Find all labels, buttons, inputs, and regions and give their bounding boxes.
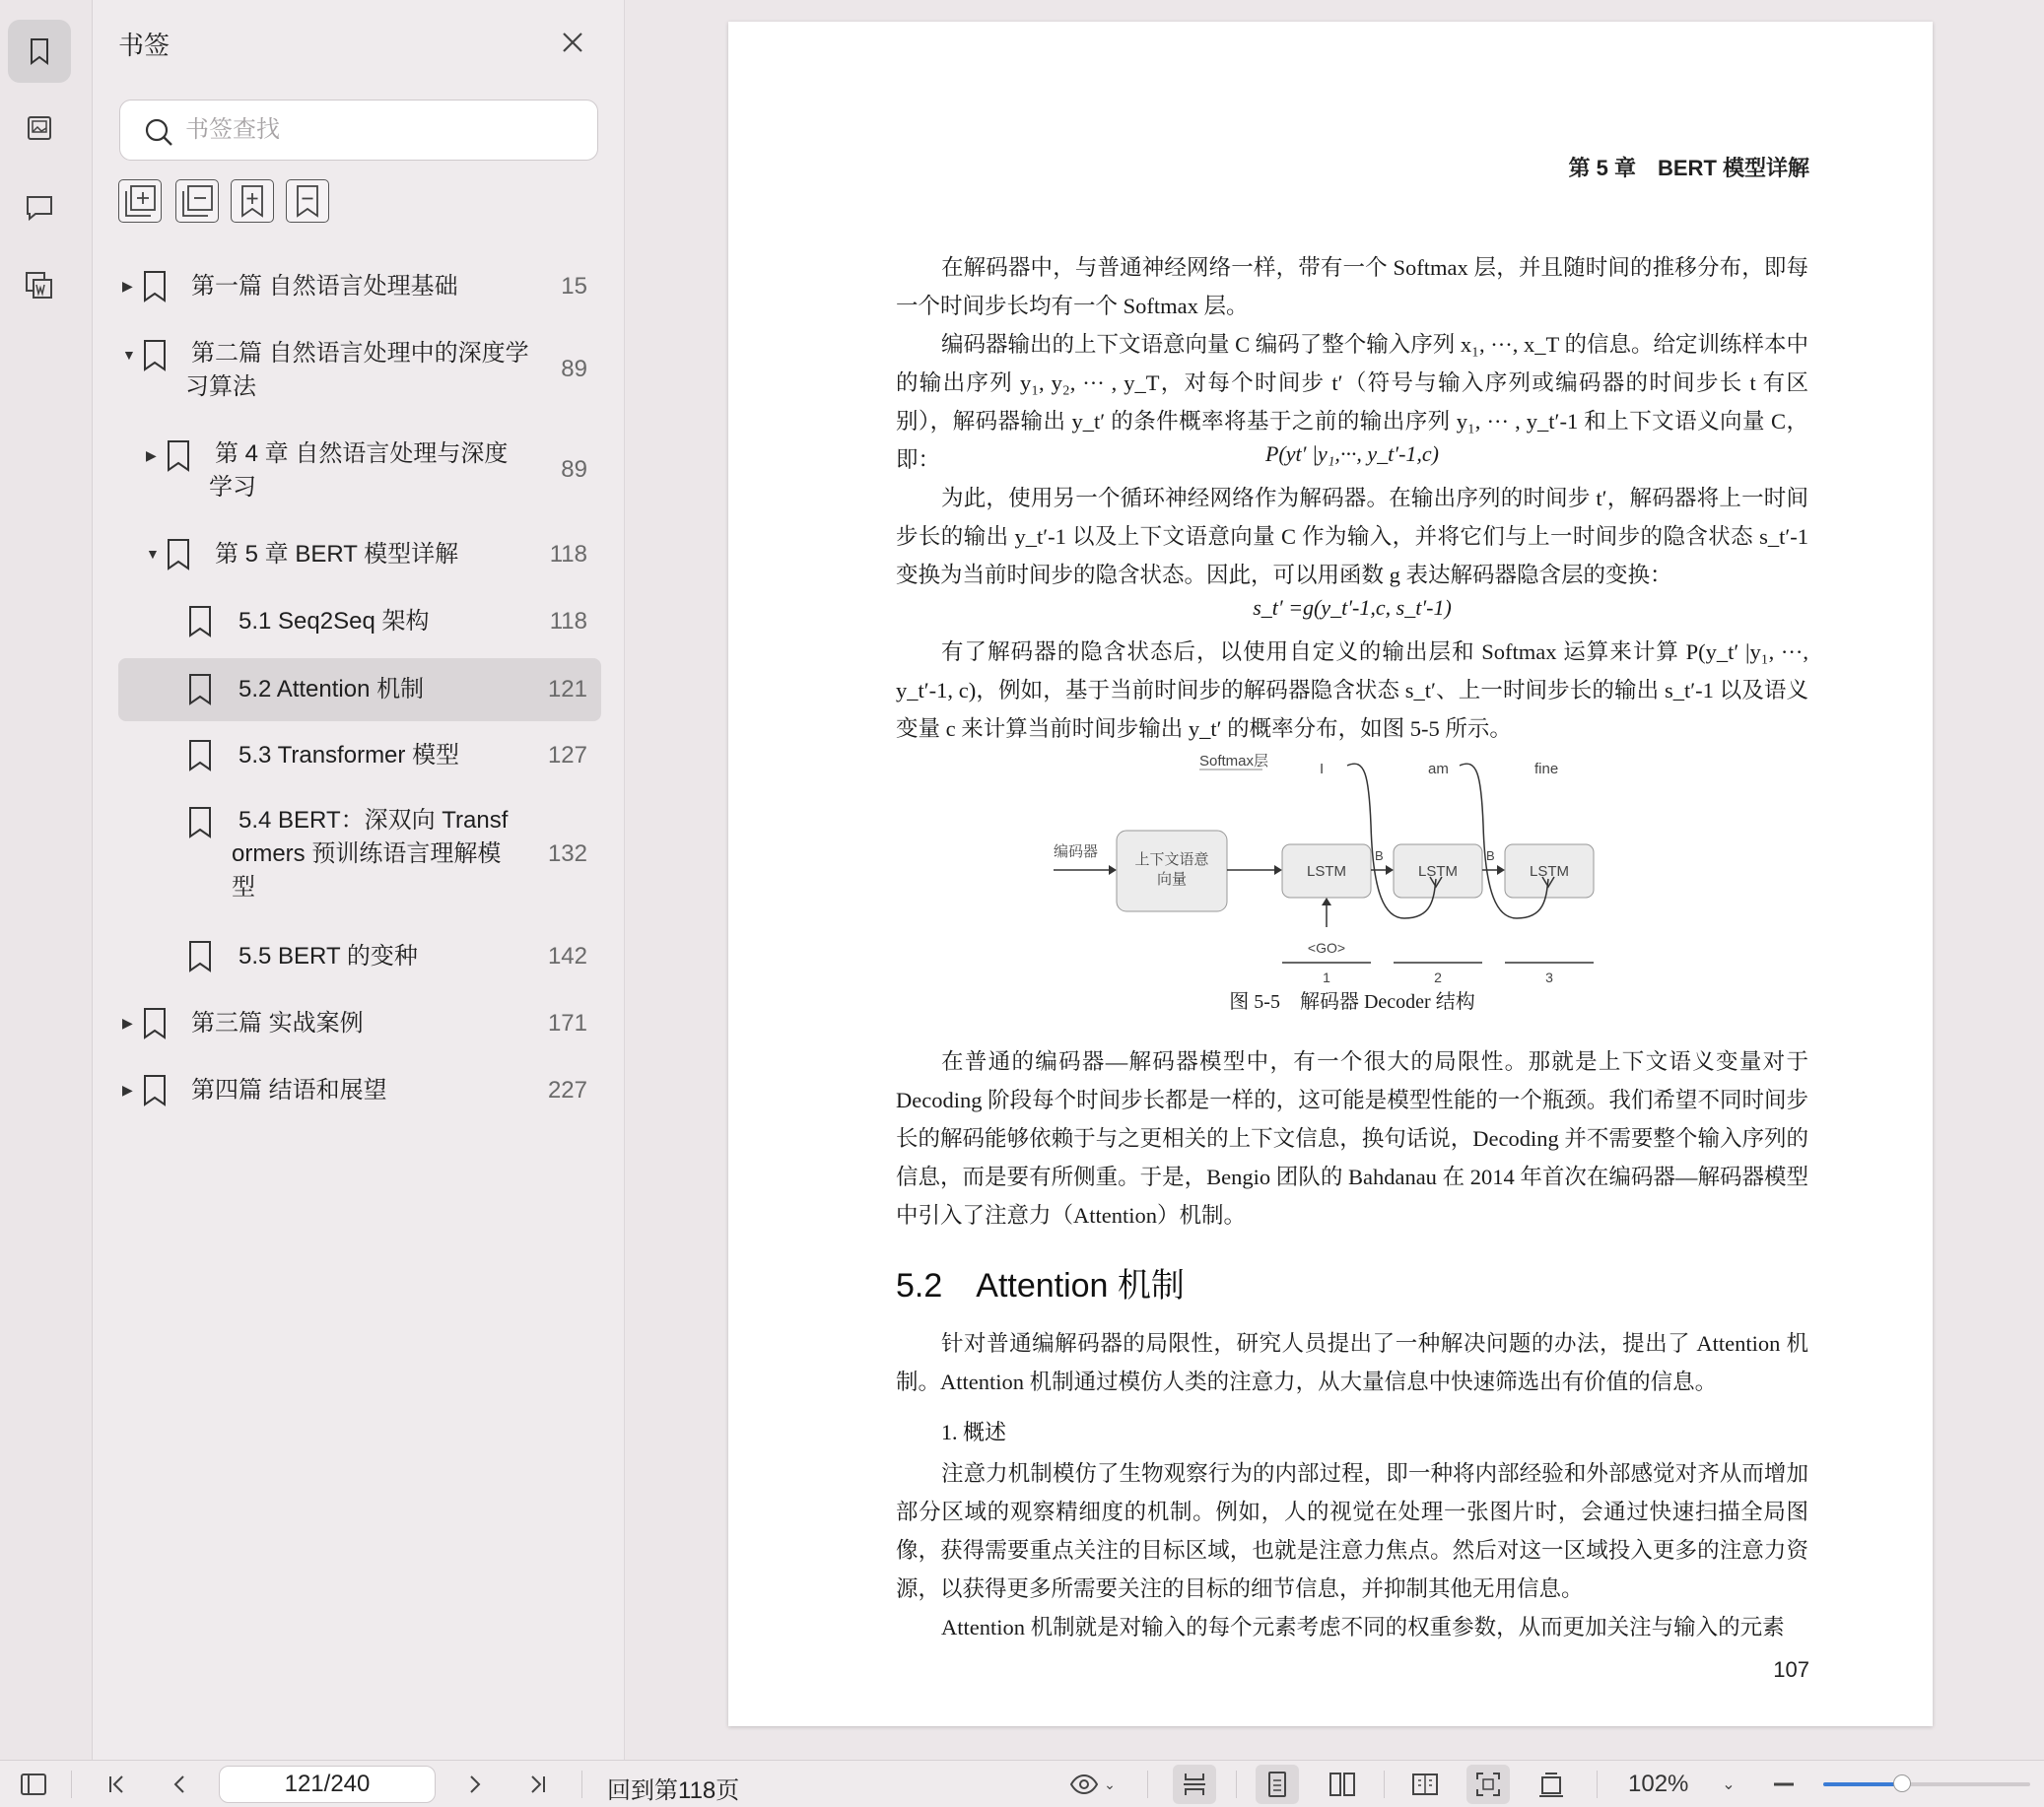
- bookmark-item[interactable]: [118, 262, 601, 311]
- bottom-toolbar: [0, 1760, 2044, 1807]
- fit-width-icon: [1179, 1769, 1210, 1800]
- last-page-button[interactable]: [518, 1761, 558, 1807]
- bookmark-search-box[interactable]: [119, 100, 598, 161]
- bookmark-icon: [187, 806, 213, 839]
- paragraph: 针对普通编解码器的局限性，研究人员提出了一种解决问题的办法，提出了 Attention 机制。Attention 机制通过模仿人类的注意力，从大量信息中快速筛选出有价值的信息。: [896, 1331, 1808, 1394]
- go-token: <GO>: [1307, 940, 1346, 956]
- section-heading: 5.2 Attention 机制: [896, 1267, 1185, 1305]
- bookmark-icon: [142, 1074, 168, 1107]
- bookmark-item[interactable]: [118, 331, 601, 410]
- bookmark-label-cont: 型: [232, 874, 255, 901]
- bookmark-item[interactable]: [118, 1066, 601, 1115]
- bookmark-label-cont: 学习: [209, 474, 256, 501]
- bookmark-item[interactable]: [118, 432, 601, 510]
- collapse-triangle-icon[interactable]: ▼: [146, 546, 160, 562]
- two-page-button[interactable]: [1321, 1761, 1364, 1807]
- expand-all-icon: [120, 181, 160, 221]
- bookmark-label: 第 5 章 BERT 模型详解: [215, 541, 459, 568]
- bookmark-icon: [187, 940, 213, 973]
- bookmark-item[interactable]: [118, 731, 601, 780]
- expand-triangle-icon[interactable]: ▶: [122, 1082, 133, 1098]
- next-page-button[interactable]: [455, 1761, 495, 1807]
- collapse-triangle-icon[interactable]: ▼: [122, 347, 136, 363]
- book-view-icon: [1409, 1769, 1441, 1800]
- bookmark-label: 第二篇 自然语言处理中的深度学: [191, 340, 529, 367]
- paragraph: 编码器输出的上下文语意向量 C 编码了整个输入序列 x₁, ···, x_T 的信息。给定训练样本中的输出序列 y₁, y₂, ··· , y_T，对每个时间步 t′（符号与输入序列或编码器的时间步长 t 有区别），解码器输出 y_t′ 的条件概率将基于之前的输出序列 y₁, ··· , y_t′-1 和上下文语义向量 C，即：: [896, 332, 1808, 472]
- bookmark-page: 118: [549, 608, 587, 635]
- single-page-icon: [1261, 1769, 1293, 1800]
- bookmark-label: 5.1 Seq2Seq 架构: [238, 608, 430, 635]
- chevron-left-icon: [164, 1769, 195, 1800]
- page-number: 107: [1773, 1657, 1809, 1682]
- context-box-line1: 上下文语意: [1134, 851, 1209, 868]
- bookmark-item[interactable]: [118, 999, 601, 1048]
- zoom-slider-fill: [1823, 1782, 1902, 1786]
- zoom-level[interactable]: 102%: [1628, 1771, 1689, 1797]
- bookmark-label: 第三篇 实战案例: [191, 1010, 364, 1037]
- collapse-all-icon: [177, 181, 217, 221]
- paragraph: 有了解码器的隐含状态后，以使用自定义的输出层和 Softmax 运算来计算 P(y_t′ |y₁, ···, y_t′-1, c)，例如，基于当前时间步的解码器隐含状态 s_t′、上一时间步长的输出 s_t′-1 以及语义变量 c 来计算当前时间步输出 y_t′ 的概率分布，如图 5-5 所示。: [896, 639, 1808, 741]
- view-mode-dropdown[interactable]: [1062, 1761, 1122, 1807]
- two-page-icon: [1327, 1769, 1358, 1800]
- comment-panel-button[interactable]: [8, 175, 71, 238]
- bookmark-icon: [142, 270, 168, 303]
- thumbnail-panel-button[interactable]: [8, 97, 71, 160]
- go-back-link[interactable]: 回到第118页: [607, 1777, 740, 1804]
- bookmark-page: 171: [547, 1010, 587, 1037]
- sidebar-toggle-icon: [18, 1769, 49, 1800]
- step-number: 3: [1545, 970, 1553, 982]
- output-word: I: [1320, 761, 1325, 777]
- zoom-slider[interactable]: [1823, 1782, 2030, 1786]
- separator: [71, 1771, 72, 1798]
- separator: [1236, 1771, 1237, 1798]
- first-page-icon: [101, 1769, 132, 1800]
- remove-bookmark-icon: [288, 181, 327, 221]
- book-view-button[interactable]: [1403, 1761, 1447, 1807]
- bookmark-label-cont: ormers 预训练语言理解模: [232, 840, 502, 867]
- document-page: [728, 22, 1933, 1726]
- arrow-mark: B: [1486, 848, 1495, 863]
- bookmark-icon: [187, 739, 213, 772]
- bookmark-label: 5.4 BERT：深双向 Transf: [238, 807, 509, 834]
- page-number-input[interactable]: 121/240: [219, 1766, 436, 1803]
- bookmark-label: 第 4 章 自然语言处理与深度: [215, 440, 509, 467]
- output-word: fine: [1534, 761, 1559, 777]
- chevron-down-icon: ⌄: [1722, 1776, 1736, 1793]
- bookmark-page: 118: [549, 541, 587, 568]
- separator: [1597, 1771, 1598, 1798]
- sidebar-rail: [0, 0, 93, 1760]
- step-number: 1: [1323, 970, 1330, 982]
- bookmark-icon: [142, 339, 168, 372]
- image-thumbnail-icon: [23, 111, 56, 145]
- fit-page-icon: [1472, 1769, 1504, 1800]
- paragraph: 在解码器中，与普通神经网络一样，带有一个 Softmax 层，并且随时间的推移分布，即每一个时间步长均有一个 Softmax 层。: [896, 255, 1808, 318]
- previous-page-button[interactable]: [160, 1761, 199, 1807]
- search-icon: [142, 115, 175, 149]
- zoom-dropdown[interactable]: [1715, 1761, 1742, 1807]
- minus-icon: [1768, 1769, 1800, 1800]
- step-number: 2: [1434, 970, 1442, 982]
- encoder-label: 编码器: [1054, 843, 1099, 860]
- extract-panel-button[interactable]: [8, 254, 71, 317]
- bookmark-label: 第一篇 自然语言处理基础: [191, 273, 458, 300]
- expand-all-button[interactable]: [118, 179, 162, 223]
- bookmark-label: 第四篇 结语和展望: [191, 1077, 387, 1104]
- output-word: am: [1428, 761, 1449, 777]
- context-box-line2: 向量: [1156, 871, 1188, 888]
- bookmarks-panel: [93, 0, 625, 1760]
- eye-icon: [1068, 1769, 1100, 1800]
- bookmark-page: 89: [561, 356, 587, 382]
- panel-title: 书签: [118, 31, 170, 60]
- formula: P(yt′ |y₁,···, y_t′-1,c): [1264, 441, 1440, 466]
- bookmark-page: 121: [547, 676, 587, 703]
- bookmark-label: 5.5 BERT 的变种: [238, 943, 418, 970]
- toggle-sidebar-button[interactable]: [14, 1761, 53, 1807]
- bookmark-page: 227: [547, 1077, 587, 1104]
- rotate-page-button[interactable]: [1530, 1761, 1573, 1807]
- paragraph: Attention 机制就是对输入的每个元素考虑不同的权重参数，从而更加关注与输入的元素: [941, 1615, 1785, 1640]
- bookmark-item[interactable]: [118, 932, 601, 981]
- add-bookmark-button[interactable]: [231, 179, 274, 223]
- subheading: 1. 概述: [941, 1420, 1007, 1444]
- bookmark-page: 142: [547, 943, 587, 970]
- chevron-down-icon: ⌄: [1104, 1775, 1116, 1792]
- bookmark-item-selected[interactable]: [118, 658, 601, 721]
- paragraph: 注意力机制模仿了生物观察行为的内部过程，即一种将内部经验和外部感觉对齐从而增加部分区域的观察精细度的机制。例如，人的视觉在处理一张图片时，会通过快速扫描全局图像，获得需要重点关注的目标区域，也就是注意力焦点。然后对这一区域投入更多的注意力资源，以获得更多所需要关注的目标的细节信息，并抑制其他无用信息。: [896, 1461, 1808, 1601]
- bookmark-search-input[interactable]: [185, 110, 579, 150]
- lstm-label: LSTM: [1417, 863, 1459, 880]
- bookmark-icon: [166, 538, 191, 571]
- first-page-button[interactable]: [97, 1761, 136, 1807]
- figure-caption: 图 5-5 解码器 Decoder 结构: [1229, 991, 1475, 1013]
- remove-bookmark-button[interactable]: [286, 179, 329, 223]
- add-bookmark-icon: [233, 181, 272, 221]
- expand-triangle-icon[interactable]: ▶: [146, 447, 157, 463]
- rotate-page-icon: [1535, 1769, 1567, 1800]
- paragraph: 在普通的编码器—解码器模型中，有一个很大的局限性。那就是上下文语义变量对于 Decoding 阶段每个时间步长都是一样的，这可能是模型性能的一个瓶颈。我们希望不同时间步长的解码能够依赖于与之更相关的上下文信息，换句话说，Decoding 并不需要整个输入序列的信息，而是要有所侧重。于是，Bengio 团队的 Bahdanau 在 2014 年首次在编码器—解码器模型中引入了注意力（Attention）机制。: [896, 1049, 1808, 1228]
- bookmark-icon: [142, 1007, 168, 1040]
- expand-triangle-icon[interactable]: ▶: [122, 278, 133, 294]
- bookmark-page: 132: [547, 840, 587, 867]
- bookmark-icon: [187, 605, 213, 638]
- bookmark-item[interactable]: [118, 597, 601, 646]
- single-page-button[interactable]: [1256, 1765, 1299, 1804]
- separator: [581, 1771, 582, 1798]
- running-header: 第 5 章 BERT 模型详解: [1568, 156, 1809, 180]
- lstm-label: LSTM: [1529, 863, 1570, 880]
- bookmark-page: 127: [547, 742, 587, 769]
- bookmark-label: 5.3 Transformer 模型: [238, 742, 460, 769]
- comment-icon: [23, 190, 56, 224]
- formula: s_t′ =g(y_t′-1,c, s_t′-1): [1253, 595, 1452, 620]
- bookmark-item[interactable]: [118, 798, 601, 906]
- zoom-out-button[interactable]: [1764, 1761, 1804, 1807]
- expand-triangle-icon[interactable]: ▶: [122, 1015, 133, 1031]
- fit-width-button[interactable]: [1173, 1765, 1216, 1804]
- paragraph: 为此，使用另一个循环神经网络作为解码器。在输出序列的时间步 t′，解码器将上一时间步长的输出 y_t′-1 以及上下文语意向量 C 作为输入，并将它们与上一时间步的隐含状态 s_t′-1 变换为当前时间步的隐含状态。因此，可以用函数 g 表达解码器隐含层的变换：: [896, 486, 1808, 587]
- bookmark-item[interactable]: [118, 530, 601, 579]
- bookmark-label-cont: 习算法: [185, 373, 256, 400]
- extract-page-icon: [23, 269, 56, 302]
- separator: [1384, 1771, 1385, 1798]
- bookmark-page: 89: [561, 456, 587, 483]
- arrow-mark: B: [1375, 848, 1384, 863]
- collapse-all-button[interactable]: [175, 179, 219, 223]
- bookmark-page: 15: [561, 273, 587, 300]
- bookmark-icon: [166, 439, 191, 473]
- bookmark-panel-button[interactable]: [8, 20, 71, 83]
- chevron-right-icon: [459, 1769, 491, 1800]
- bookmark-label: 5.2 Attention 机制: [238, 676, 425, 703]
- softmax-label: Softmax层: [1199, 753, 1269, 770]
- document-viewer[interactable]: [625, 0, 2044, 1760]
- bookmark-icon: [23, 34, 56, 68]
- decoder-diagram: [1054, 746, 1605, 982]
- separator: [1147, 1771, 1148, 1798]
- fit-page-button[interactable]: [1466, 1765, 1510, 1804]
- lstm-label: LSTM: [1306, 863, 1347, 880]
- close-icon[interactable]: [556, 26, 589, 59]
- last-page-icon: [522, 1769, 554, 1800]
- zoom-slider-handle[interactable]: [1893, 1774, 1911, 1792]
- bookmark-icon: [187, 673, 213, 706]
